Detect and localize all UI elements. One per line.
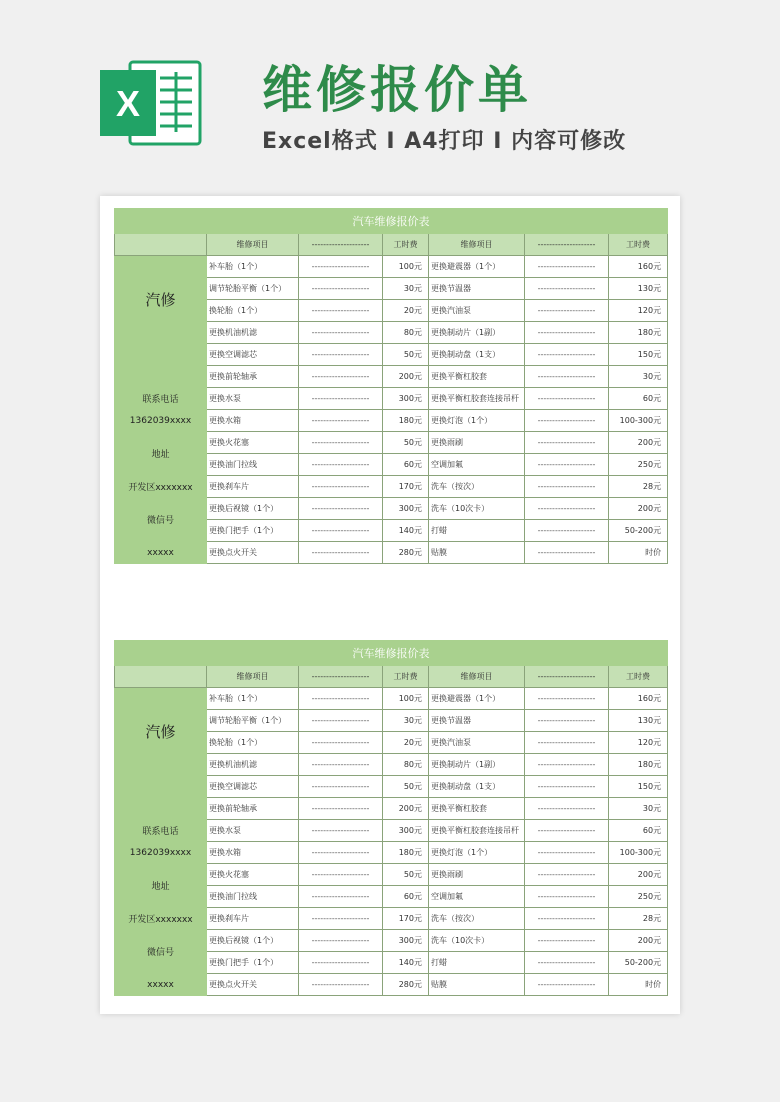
header-item: 维修项目 — [207, 234, 299, 256]
right-fee: 160元 — [609, 688, 668, 710]
right-item: 更换节温器 — [429, 278, 525, 300]
right-fee: 100-300元 — [609, 410, 668, 432]
right-item: 更换灯泡（1个） — [429, 842, 525, 864]
left-fee: 300元 — [383, 820, 429, 842]
right-fee: 50-200元 — [609, 952, 668, 974]
header-dash: -------------------- — [299, 234, 383, 256]
right-item: 更换制动片（1副） — [429, 322, 525, 344]
header-item-2: 维修项目 — [429, 666, 525, 688]
right-fee: 180元 — [609, 322, 668, 344]
header-item-2: 维修项目 — [429, 234, 525, 256]
right-item: 更换灯泡（1个） — [429, 410, 525, 432]
left-item: 更换点火开关 — [207, 974, 299, 996]
right-dash: -------------------- — [525, 410, 609, 432]
right-dash: -------------------- — [525, 952, 609, 974]
address-value: 开发区xxxxxxx — [115, 908, 207, 930]
left-item: 更换机油机滤 — [207, 754, 299, 776]
right-fee: 60元 — [609, 388, 668, 410]
left-item: 更换门把手（1个） — [207, 520, 299, 542]
right-fee: 28元 — [609, 908, 668, 930]
phone-label: 联系电话 — [115, 388, 207, 410]
phone-label: 联系电话 — [115, 820, 207, 842]
left-dash: -------------------- — [299, 908, 383, 930]
table-row — [115, 930, 668, 952]
left-item: 调节轮胎平衡（1个） — [207, 710, 299, 732]
left-fee: 180元 — [383, 410, 429, 432]
left-fee: 280元 — [383, 974, 429, 996]
right-item: 贴膜 — [429, 542, 525, 564]
right-fee: 时价 — [609, 542, 668, 564]
left-dash: -------------------- — [299, 322, 383, 344]
table-row — [115, 432, 668, 454]
table-row — [115, 974, 668, 996]
left-item: 更换火花塞 — [207, 864, 299, 886]
left-dash: -------------------- — [299, 930, 383, 952]
left-dash: -------------------- — [299, 388, 383, 410]
right-fee: 150元 — [609, 776, 668, 798]
left-item: 更换点火开关 — [207, 542, 299, 564]
right-dash: -------------------- — [525, 974, 609, 996]
phone-number: 1362039xxxx — [115, 410, 207, 432]
left-fee: 50元 — [383, 432, 429, 454]
left-fee: 60元 — [383, 454, 429, 476]
right-fee: 时价 — [609, 974, 668, 996]
side-blank — [115, 776, 207, 820]
right-dash: -------------------- — [525, 498, 609, 520]
table-row — [115, 688, 668, 710]
table-title: 汽车维修报价表 — [115, 641, 668, 666]
header-fee: 工时费 — [383, 666, 429, 688]
left-fee: 180元 — [383, 842, 429, 864]
left-dash: -------------------- — [299, 842, 383, 864]
left-dash: -------------------- — [299, 454, 383, 476]
banner — [0, 0, 780, 190]
table-row — [115, 256, 668, 278]
right-item: 空调加氟 — [429, 886, 525, 908]
header-item: 维修项目 — [207, 666, 299, 688]
right-dash: -------------------- — [525, 322, 609, 344]
left-item: 更换机油机滤 — [207, 322, 299, 344]
table-row — [115, 542, 668, 564]
left-fee: 300元 — [383, 388, 429, 410]
page-subtitle: Excel格式 I A4打印 I 内容可修改 — [262, 129, 627, 154]
left-dash: -------------------- — [299, 732, 383, 754]
right-dash: -------------------- — [525, 842, 609, 864]
right-item: 更换节温器 — [429, 710, 525, 732]
left-dash: -------------------- — [299, 344, 383, 366]
left-item: 更换油门拉线 — [207, 454, 299, 476]
left-dash: -------------------- — [299, 498, 383, 520]
right-item: 更换制动盘（1支） — [429, 344, 525, 366]
right-dash: -------------------- — [525, 908, 609, 930]
left-dash: -------------------- — [299, 710, 383, 732]
left-item: 调节轮胎平衡（1个） — [207, 278, 299, 300]
left-fee: 200元 — [383, 798, 429, 820]
right-dash: -------------------- — [525, 688, 609, 710]
left-item: 更换水泵 — [207, 820, 299, 842]
right-fee: 28元 — [609, 476, 668, 498]
right-dash: -------------------- — [525, 798, 609, 820]
right-item: 空调加氟 — [429, 454, 525, 476]
right-dash: -------------------- — [525, 776, 609, 798]
right-item: 洗车（按次） — [429, 476, 525, 498]
right-fee: 60元 — [609, 820, 668, 842]
left-dash: -------------------- — [299, 776, 383, 798]
header-fee-2: 工时费 — [609, 666, 668, 688]
right-dash: -------------------- — [525, 930, 609, 952]
left-item: 更换前轮轴承 — [207, 366, 299, 388]
right-fee: 180元 — [609, 754, 668, 776]
right-item: 更换平衡杠胶套连接吊杆 — [429, 388, 525, 410]
table-row — [115, 498, 668, 520]
left-fee: 50元 — [383, 344, 429, 366]
header-blank — [115, 234, 207, 256]
left-item: 更换水箱 — [207, 842, 299, 864]
right-item: 打蜡 — [429, 952, 525, 974]
wechat-label: 微信号 — [115, 930, 207, 974]
left-fee: 50元 — [383, 776, 429, 798]
left-item: 换轮胎（1个） — [207, 732, 299, 754]
left-dash: -------------------- — [299, 864, 383, 886]
right-item: 打蜡 — [429, 520, 525, 542]
right-item: 更换雨刷 — [429, 864, 525, 886]
quote-table-2 — [114, 640, 668, 996]
right-dash: -------------------- — [525, 476, 609, 498]
left-fee: 30元 — [383, 278, 429, 300]
right-item: 更换平衡杠胶套连接吊杆 — [429, 820, 525, 842]
table-row — [115, 864, 668, 886]
left-fee: 300元 — [383, 498, 429, 520]
excel-logo-icon — [100, 56, 202, 150]
left-item: 更换水泵 — [207, 388, 299, 410]
right-item: 更换制动盘（1支） — [429, 776, 525, 798]
right-item: 更换汽油泵 — [429, 300, 525, 322]
left-dash: -------------------- — [299, 688, 383, 710]
left-item: 更换前轮轴承 — [207, 798, 299, 820]
page-title: 维修报价单 — [262, 61, 532, 119]
left-item: 更换门把手（1个） — [207, 952, 299, 974]
header-dash: -------------------- — [299, 666, 383, 688]
right-dash: -------------------- — [525, 542, 609, 564]
left-dash: -------------------- — [299, 300, 383, 322]
left-dash: -------------------- — [299, 520, 383, 542]
left-dash: -------------------- — [299, 542, 383, 564]
right-dash: -------------------- — [525, 454, 609, 476]
header-blank — [115, 666, 207, 688]
address-value: 开发区xxxxxxx — [115, 476, 207, 498]
right-fee: 120元 — [609, 300, 668, 322]
right-fee: 200元 — [609, 864, 668, 886]
left-fee: 50元 — [383, 864, 429, 886]
left-fee: 80元 — [383, 754, 429, 776]
right-dash: -------------------- — [525, 820, 609, 842]
left-fee: 300元 — [383, 930, 429, 952]
right-dash: -------------------- — [525, 754, 609, 776]
address-label: 地址 — [115, 864, 207, 908]
left-dash: -------------------- — [299, 410, 383, 432]
left-item: 更换刹车片 — [207, 908, 299, 930]
left-dash: -------------------- — [299, 974, 383, 996]
left-dash: -------------------- — [299, 798, 383, 820]
left-fee: 140元 — [383, 952, 429, 974]
left-item: 更换空调滤芯 — [207, 776, 299, 798]
table-row — [115, 776, 668, 798]
right-fee: 100-300元 — [609, 842, 668, 864]
right-dash: -------------------- — [525, 278, 609, 300]
right-dash: -------------------- — [525, 864, 609, 886]
left-fee: 30元 — [383, 710, 429, 732]
left-item: 换轮胎（1个） — [207, 300, 299, 322]
right-dash: -------------------- — [525, 300, 609, 322]
left-item: 更换火花塞 — [207, 432, 299, 454]
right-dash: -------------------- — [525, 710, 609, 732]
right-fee: 200元 — [609, 498, 668, 520]
table-row — [115, 842, 668, 864]
right-item: 洗车（10次卡） — [429, 498, 525, 520]
right-dash: -------------------- — [525, 256, 609, 278]
document-page — [100, 196, 680, 1014]
right-item: 更换避震器（1个） — [429, 688, 525, 710]
left-item: 更换空调滤芯 — [207, 344, 299, 366]
right-fee: 250元 — [609, 886, 668, 908]
right-dash: -------------------- — [525, 366, 609, 388]
right-fee: 250元 — [609, 454, 668, 476]
left-dash: -------------------- — [299, 476, 383, 498]
wechat-value: xxxxx — [115, 542, 207, 564]
right-fee: 150元 — [609, 344, 668, 366]
left-dash: -------------------- — [299, 278, 383, 300]
header-fee: 工时费 — [383, 234, 429, 256]
left-fee: 280元 — [383, 542, 429, 564]
right-fee: 160元 — [609, 256, 668, 278]
phone-number: 1362039xxxx — [115, 842, 207, 864]
left-dash: -------------------- — [299, 754, 383, 776]
left-item: 更换水箱 — [207, 410, 299, 432]
left-dash: -------------------- — [299, 432, 383, 454]
shop-name: 汽修 — [115, 688, 207, 776]
left-dash: -------------------- — [299, 366, 383, 388]
quote-table-1 — [114, 208, 668, 564]
left-fee: 20元 — [383, 300, 429, 322]
left-fee: 200元 — [383, 366, 429, 388]
address-label: 地址 — [115, 432, 207, 476]
right-item: 更换平衡杠胶套 — [429, 366, 525, 388]
left-fee: 170元 — [383, 476, 429, 498]
right-item: 洗车（10次卡） — [429, 930, 525, 952]
left-item: 更换刹车片 — [207, 476, 299, 498]
right-fee: 200元 — [609, 432, 668, 454]
right-fee: 200元 — [609, 930, 668, 952]
left-dash: -------------------- — [299, 256, 383, 278]
left-dash: -------------------- — [299, 952, 383, 974]
left-item: 更换后视镜（1个） — [207, 498, 299, 520]
wechat-value: xxxxx — [115, 974, 207, 996]
right-item: 洗车（按次） — [429, 908, 525, 930]
shop-name: 汽修 — [115, 256, 207, 344]
table-row — [115, 476, 668, 498]
right-item: 更换制动片（1副） — [429, 754, 525, 776]
table-row — [115, 410, 668, 432]
right-dash: -------------------- — [525, 732, 609, 754]
header-dash-2: -------------------- — [525, 666, 609, 688]
header-dash-2: -------------------- — [525, 234, 609, 256]
table-title: 汽车维修报价表 — [115, 209, 668, 234]
right-item: 更换雨刷 — [429, 432, 525, 454]
side-blank — [115, 344, 207, 388]
table-row — [115, 388, 668, 410]
right-dash: -------------------- — [525, 520, 609, 542]
right-fee: 130元 — [609, 710, 668, 732]
right-fee: 50-200元 — [609, 520, 668, 542]
left-item: 更换油门拉线 — [207, 886, 299, 908]
left-dash: -------------------- — [299, 886, 383, 908]
left-item: 补车胎（1个） — [207, 256, 299, 278]
right-item: 贴膜 — [429, 974, 525, 996]
right-dash: -------------------- — [525, 432, 609, 454]
right-fee: 120元 — [609, 732, 668, 754]
left-item: 补车胎（1个） — [207, 688, 299, 710]
logo-letter: X — [115, 83, 141, 124]
right-dash: -------------------- — [525, 344, 609, 366]
table-row — [115, 820, 668, 842]
left-dash: -------------------- — [299, 820, 383, 842]
left-item: 更换后视镜（1个） — [207, 930, 299, 952]
left-fee: 100元 — [383, 256, 429, 278]
right-fee: 130元 — [609, 278, 668, 300]
right-fee: 30元 — [609, 366, 668, 388]
right-item: 更换避震器（1个） — [429, 256, 525, 278]
left-fee: 60元 — [383, 886, 429, 908]
left-fee: 170元 — [383, 908, 429, 930]
left-fee: 20元 — [383, 732, 429, 754]
wechat-label: 微信号 — [115, 498, 207, 542]
right-item: 更换汽油泵 — [429, 732, 525, 754]
right-fee: 30元 — [609, 798, 668, 820]
table-row — [115, 908, 668, 930]
left-fee: 140元 — [383, 520, 429, 542]
right-dash: -------------------- — [525, 886, 609, 908]
right-item: 更换平衡杠胶套 — [429, 798, 525, 820]
right-dash: -------------------- — [525, 388, 609, 410]
left-fee: 100元 — [383, 688, 429, 710]
left-fee: 80元 — [383, 322, 429, 344]
header-fee-2: 工时费 — [609, 234, 668, 256]
table-row — [115, 344, 668, 366]
